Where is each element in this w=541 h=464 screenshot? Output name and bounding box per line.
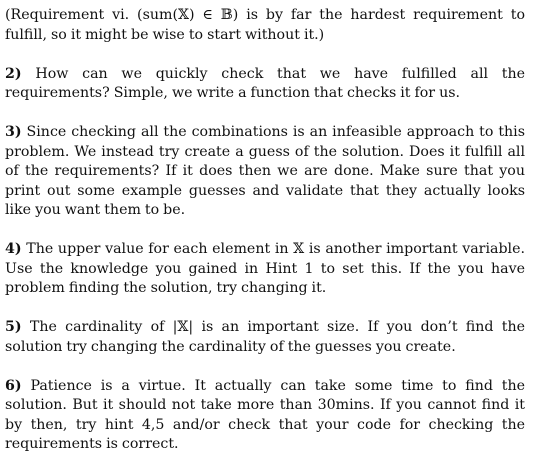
paragraph-gap [5, 299, 525, 319]
hint-4-text: The upper value for each element in 𝕏 is another important variable. Use the knowledge you gained in Hint 1 to set this. If the you have problem finding the solution, try changing it. [5, 241, 525, 296]
hint-5-number: 5) [5, 319, 22, 335]
hint-5-text: The cardinality of |𝕏| is an important size. If you don’t find the solution try changing the cardinality of the guesses you create. [5, 319, 525, 355]
hint-2-text: How can we quickly check that we have fulfilled all the requirements? Simple, we write a function that checks it for us. [5, 65, 525, 101]
intro-text: (Requirement vi. (sum(𝕏) ∈ 𝔹) is by far the hardest requirement to fulfill, so it might be wise to start without it.) [5, 7, 525, 43]
paragraph-gap [5, 45, 525, 65]
hint-5-paragraph [5, 318, 525, 357]
hint-2-number: 2) [5, 65, 22, 82]
hint-6-number: 6) [5, 377, 22, 394]
hint-2-paragraph [5, 65, 525, 104]
hint-4-number: 4) [5, 241, 22, 257]
hint-6-paragraph [5, 377, 525, 455]
paragraph-gap [5, 104, 525, 124]
hint-4-paragraph [5, 240, 525, 299]
hint-3-text: Since checking all the combinations is an infeasible approach to this problem. We instead try create a guess of the solution. Does it fulfill all of the requirements? If it does then we are done. Make sure that you print out some example guesses and validate that they actually looks like you want them to be. [5, 124, 526, 218]
hint-3-number: 3) [5, 124, 22, 140]
paragraph-gap [5, 221, 525, 241]
paragraph-gap [5, 357, 525, 377]
intro-paragraph [5, 6, 525, 45]
hint-6-text: Patience is a virtue. It actually can take some time to find the solution. But it should not take more than 30mins. If you cannot find it by then, try hint 4,5 and/or check that your code for checking the requirements is correct. [5, 377, 525, 452]
hint-3-paragraph [5, 123, 525, 221]
